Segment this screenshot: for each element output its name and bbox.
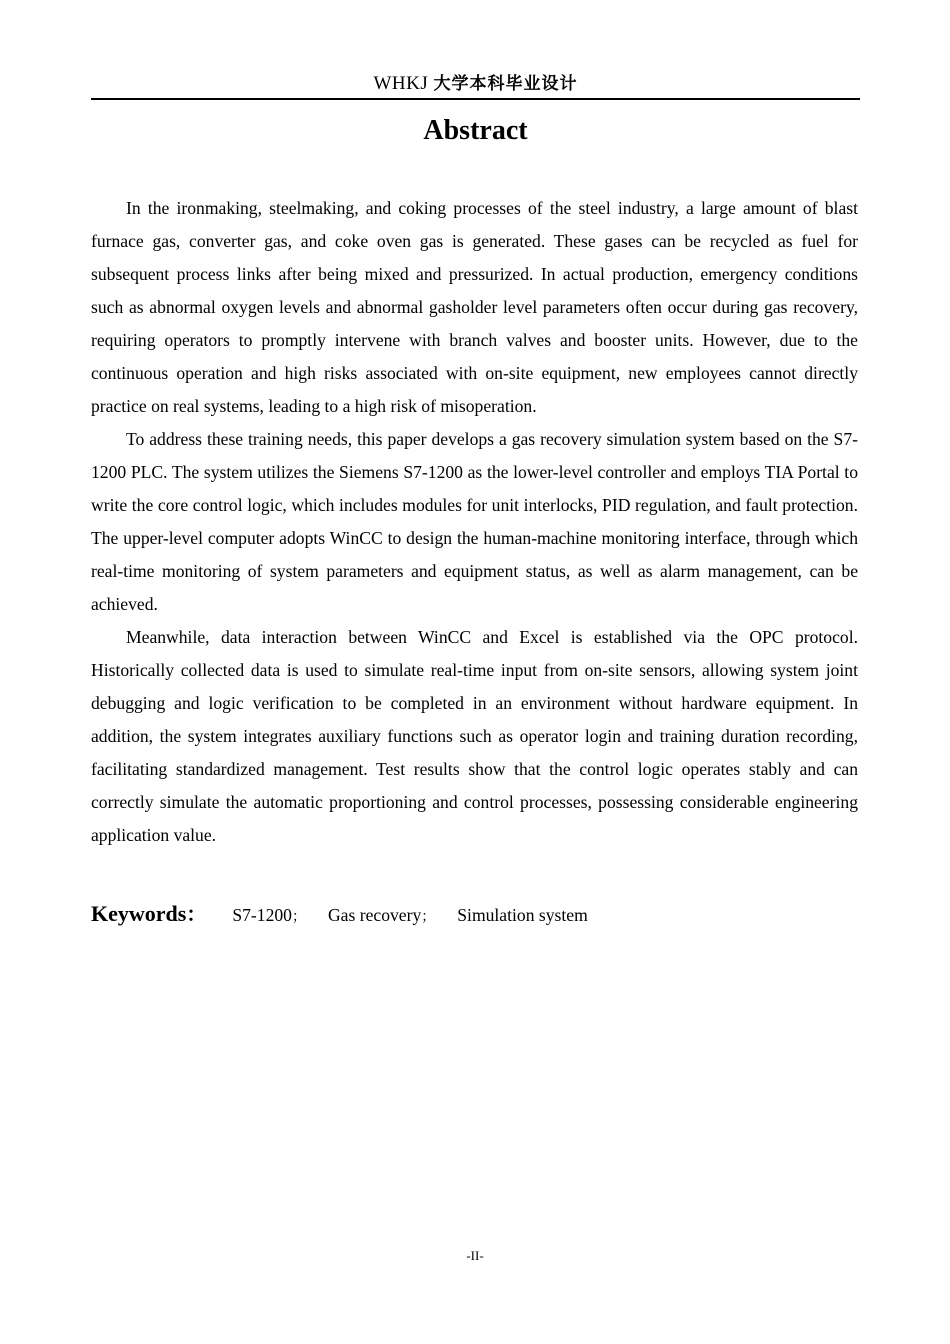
keyword-item: Gas recovery — [327, 905, 422, 925]
keyword-separator: ； — [421, 909, 436, 925]
keyword-separator: ； — [291, 909, 306, 925]
header-rule — [91, 98, 860, 100]
keyword-item: Simulation system — [457, 905, 588, 925]
keyword-item: S7-1200 — [232, 905, 292, 925]
keywords-label: Keywords — [91, 901, 187, 926]
abstract-paragraph-1: In the ironmaking, steelmaking, and coking processes of the steel industry, a large amount of blast furnace gas, converter gas, and coke oven gas is generated. These gases can be recycled as fuel for subsequent process links after being mixed and pressurized. In actual production, emergency conditions such as abnormal oxygen levels and abnormal gasholder level parameters often occur during gas recovery, requiring operators to promptly intervene with branch valves and booster units. However, due to the continuous operation and high risks associated with on-site equipment, new employees cannot directly practice on real systems, leading to a high risk of misoperation. — [91, 198, 858, 416]
abstract-body — [91, 192, 858, 852]
header-prefix: WHKJ — [373, 73, 429, 94]
page-title: Abstract — [423, 115, 528, 146]
keywords-colon: ： — [186, 902, 207, 926]
abstract-paragraph-3: Meanwhile, data interaction between WinCC and Excel is established via the OPC protocol. Historically collected data is used to simulate real-time input from on-site sensors, allowing system joint debugging and logic verification to be completed in an environment without hardware equipment. In addition, the system integrates auxiliary functions such as operator login and training duration recording, facilitating standardized management. Test results show that the control logic operates stably and can correctly simulate the automatic proportioning and control processes, possessing considerable engineering application value. — [91, 627, 858, 845]
abstract-paragraph-2: To address these training needs, this paper develops a gas recovery simulation system based on the S7-1200 PLC. The system utilizes the Siemens S7-1200 as the lower-level controller and employs TIA Portal to write the core control logic, which includes modules for unit interlocks, PID regulation, and fault protection. The upper-level computer adopts WinCC to design the human-machine monitoring interface, through which real-time monitoring of system parameters and equipment status, as well as alarm management, can be achieved. — [91, 429, 858, 614]
keywords-line — [91, 896, 860, 932]
page-header — [91, 70, 860, 98]
page-number: -II- — [466, 1248, 484, 1263]
header-suffix: 大学本科毕业设计 — [433, 74, 578, 94]
